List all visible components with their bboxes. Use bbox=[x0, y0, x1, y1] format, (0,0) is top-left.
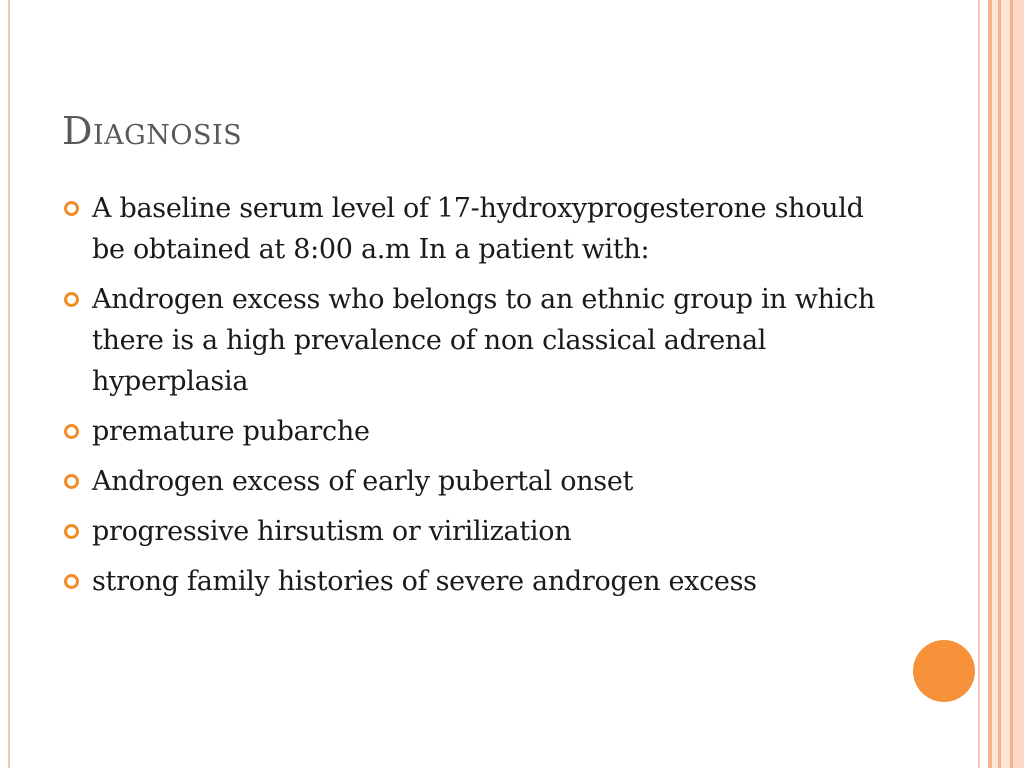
slide-title: Diagnosis bbox=[62, 109, 243, 153]
bullet-text: Androgen excess of early pubertal onset bbox=[92, 466, 634, 497]
circle-bullet-icon bbox=[64, 424, 79, 439]
circle-bullet-icon bbox=[64, 574, 79, 589]
circle-bullet-icon bbox=[64, 474, 79, 489]
left-border-line bbox=[8, 0, 10, 768]
bullet-item bbox=[62, 461, 902, 502]
bullet-item bbox=[62, 411, 902, 452]
right-decorative-stripe bbox=[1001, 0, 1010, 768]
circle-bullet-icon bbox=[64, 201, 79, 216]
decorative-orange-circle bbox=[913, 640, 975, 702]
bullet-list bbox=[62, 188, 902, 611]
bullet-text: progressive hirsutism or virilization bbox=[92, 516, 572, 547]
circle-bullet-icon bbox=[64, 292, 79, 307]
right-decorative-stripe bbox=[978, 0, 980, 768]
bullet-text: strong family histories of severe androgen excess bbox=[92, 566, 757, 597]
bullet-text: Androgen excess who belongs to an ethnic group in which there is a high prevalence of non classical adrenal hyperplasia bbox=[92, 284, 875, 397]
bullet-item bbox=[62, 279, 902, 402]
bullet-item bbox=[62, 511, 902, 552]
bullet-text: A baseline serum level of 17-hydroxyprogesterone should be obtained at 8:00 a.m In a patient with: bbox=[92, 193, 864, 265]
bullet-item bbox=[62, 188, 902, 270]
bullet-item bbox=[62, 561, 902, 602]
right-decorative-stripe bbox=[1013, 0, 1024, 768]
circle-bullet-icon bbox=[64, 524, 79, 539]
bullet-text: premature pubarche bbox=[92, 416, 370, 447]
